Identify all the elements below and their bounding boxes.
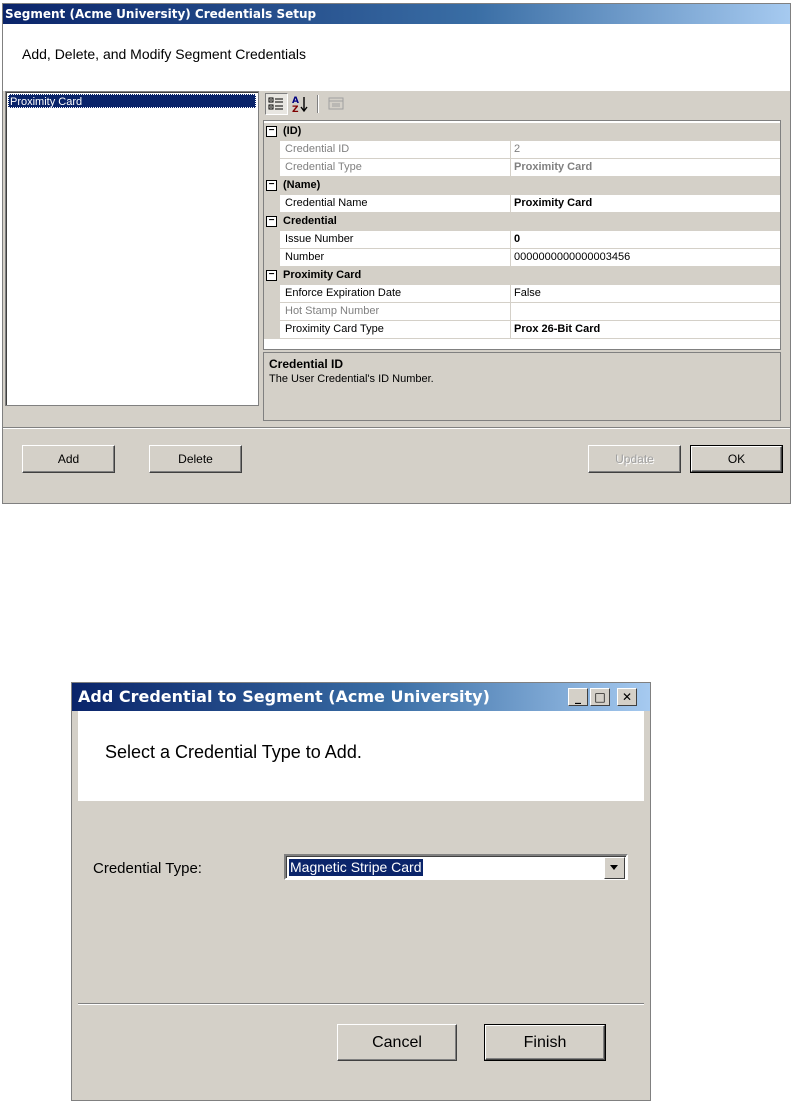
credentials-setup-window [2,3,791,504]
help-description: The User Credential's ID Number. [269,373,434,385]
property-row[interactable] [264,303,780,321]
property-pages-icon [325,93,348,115]
property-name: Credential Type [280,159,511,177]
category-id[interactable] [264,123,780,141]
property-name: Enforce Expiration Date [280,285,511,303]
category-label: Credential [283,215,337,227]
property-row[interactable] [264,249,780,267]
property-value[interactable]: Proximity Card [511,195,780,213]
svg-text:A: A [292,96,299,106]
property-name: Issue Number [280,231,511,249]
help-title: Credential ID [269,357,344,371]
category-label: (ID) [283,125,302,137]
cancel-button[interactable]: Cancel [337,1024,457,1061]
property-name: Credential Name [280,195,511,213]
property-name: Number [280,249,511,267]
property-help-panel [263,352,781,421]
credential-type-label: Credential Type: [93,860,202,877]
maximize-button[interactable] [590,688,610,706]
ok-button[interactable]: OK [691,446,782,472]
toolbar-separator [317,95,319,113]
property-value [511,303,780,321]
close-button[interactable] [617,688,637,706]
property-row[interactable] [264,285,780,303]
finish-button[interactable]: Finish [485,1025,605,1060]
maximize-icon: □ [594,690,606,704]
dialog-header-panel [78,711,644,801]
minimize-icon: _ [575,690,581,704]
property-value[interactable]: Prox 26-Bit Card [511,321,780,339]
category-label: Proximity Card [283,269,362,281]
dialog-header-text: Select a Credential Type to Add. [105,742,362,762]
combobox-selected-value: Magnetic Stripe Card [290,859,422,875]
header-text: Add, Delete, and Modify Segment Credentials [22,46,307,62]
categorized-icon [266,94,287,114]
property-value: Proximity Card [511,159,780,177]
property-value[interactable]: False [511,285,780,303]
add-button[interactable]: Add [22,445,115,473]
property-name: Credential ID [280,141,511,159]
credential-list[interactable] [5,91,259,406]
property-grid[interactable] [263,120,781,350]
chevron-down-icon[interactable] [604,857,625,879]
svg-text:Z: Z [292,105,299,115]
window-title: Segment (Acme University) Credentials Setup [3,4,790,24]
property-value: 2 [511,141,780,159]
divider [3,427,790,429]
alphabetical-button[interactable] [289,93,312,115]
property-name: Proximity Card Type [280,321,511,339]
collapse-icon[interactable]: − [266,216,277,227]
property-row[interactable] [264,321,780,339]
minimize-button[interactable] [568,688,588,706]
collapse-icon[interactable]: − [266,180,277,191]
delete-button[interactable]: Delete [149,445,242,473]
header-panel [3,24,790,91]
property-row[interactable] [264,141,780,159]
add-credential-dialog [71,682,651,1101]
category-name[interactable] [264,177,780,195]
collapse-icon[interactable]: − [266,126,277,137]
property-row[interactable] [264,159,780,177]
credential-type-combobox[interactable] [284,854,628,880]
property-value[interactable]: 0000000000000003456 [511,249,780,267]
categorized-button[interactable] [265,93,288,115]
close-icon: ✕ [621,690,633,704]
dialog-divider [78,1003,644,1005]
sort-az-icon [289,93,312,115]
category-proximity-card[interactable] [264,267,780,285]
property-pages-button[interactable] [325,93,348,115]
property-row[interactable] [264,195,780,213]
property-value[interactable]: 0 [511,231,780,249]
list-item[interactable]: Proximity Card [8,94,256,108]
property-grid-toolbar [263,92,783,116]
category-label: (Name) [283,179,321,191]
property-name: Hot Stamp Number [280,303,511,321]
collapse-icon[interactable]: − [266,270,277,281]
property-row[interactable] [264,231,780,249]
category-credential[interactable] [264,213,780,231]
dialog-title: Add Credential to Segment (Acme University) [72,683,650,711]
update-button[interactable]: Update [588,445,681,473]
